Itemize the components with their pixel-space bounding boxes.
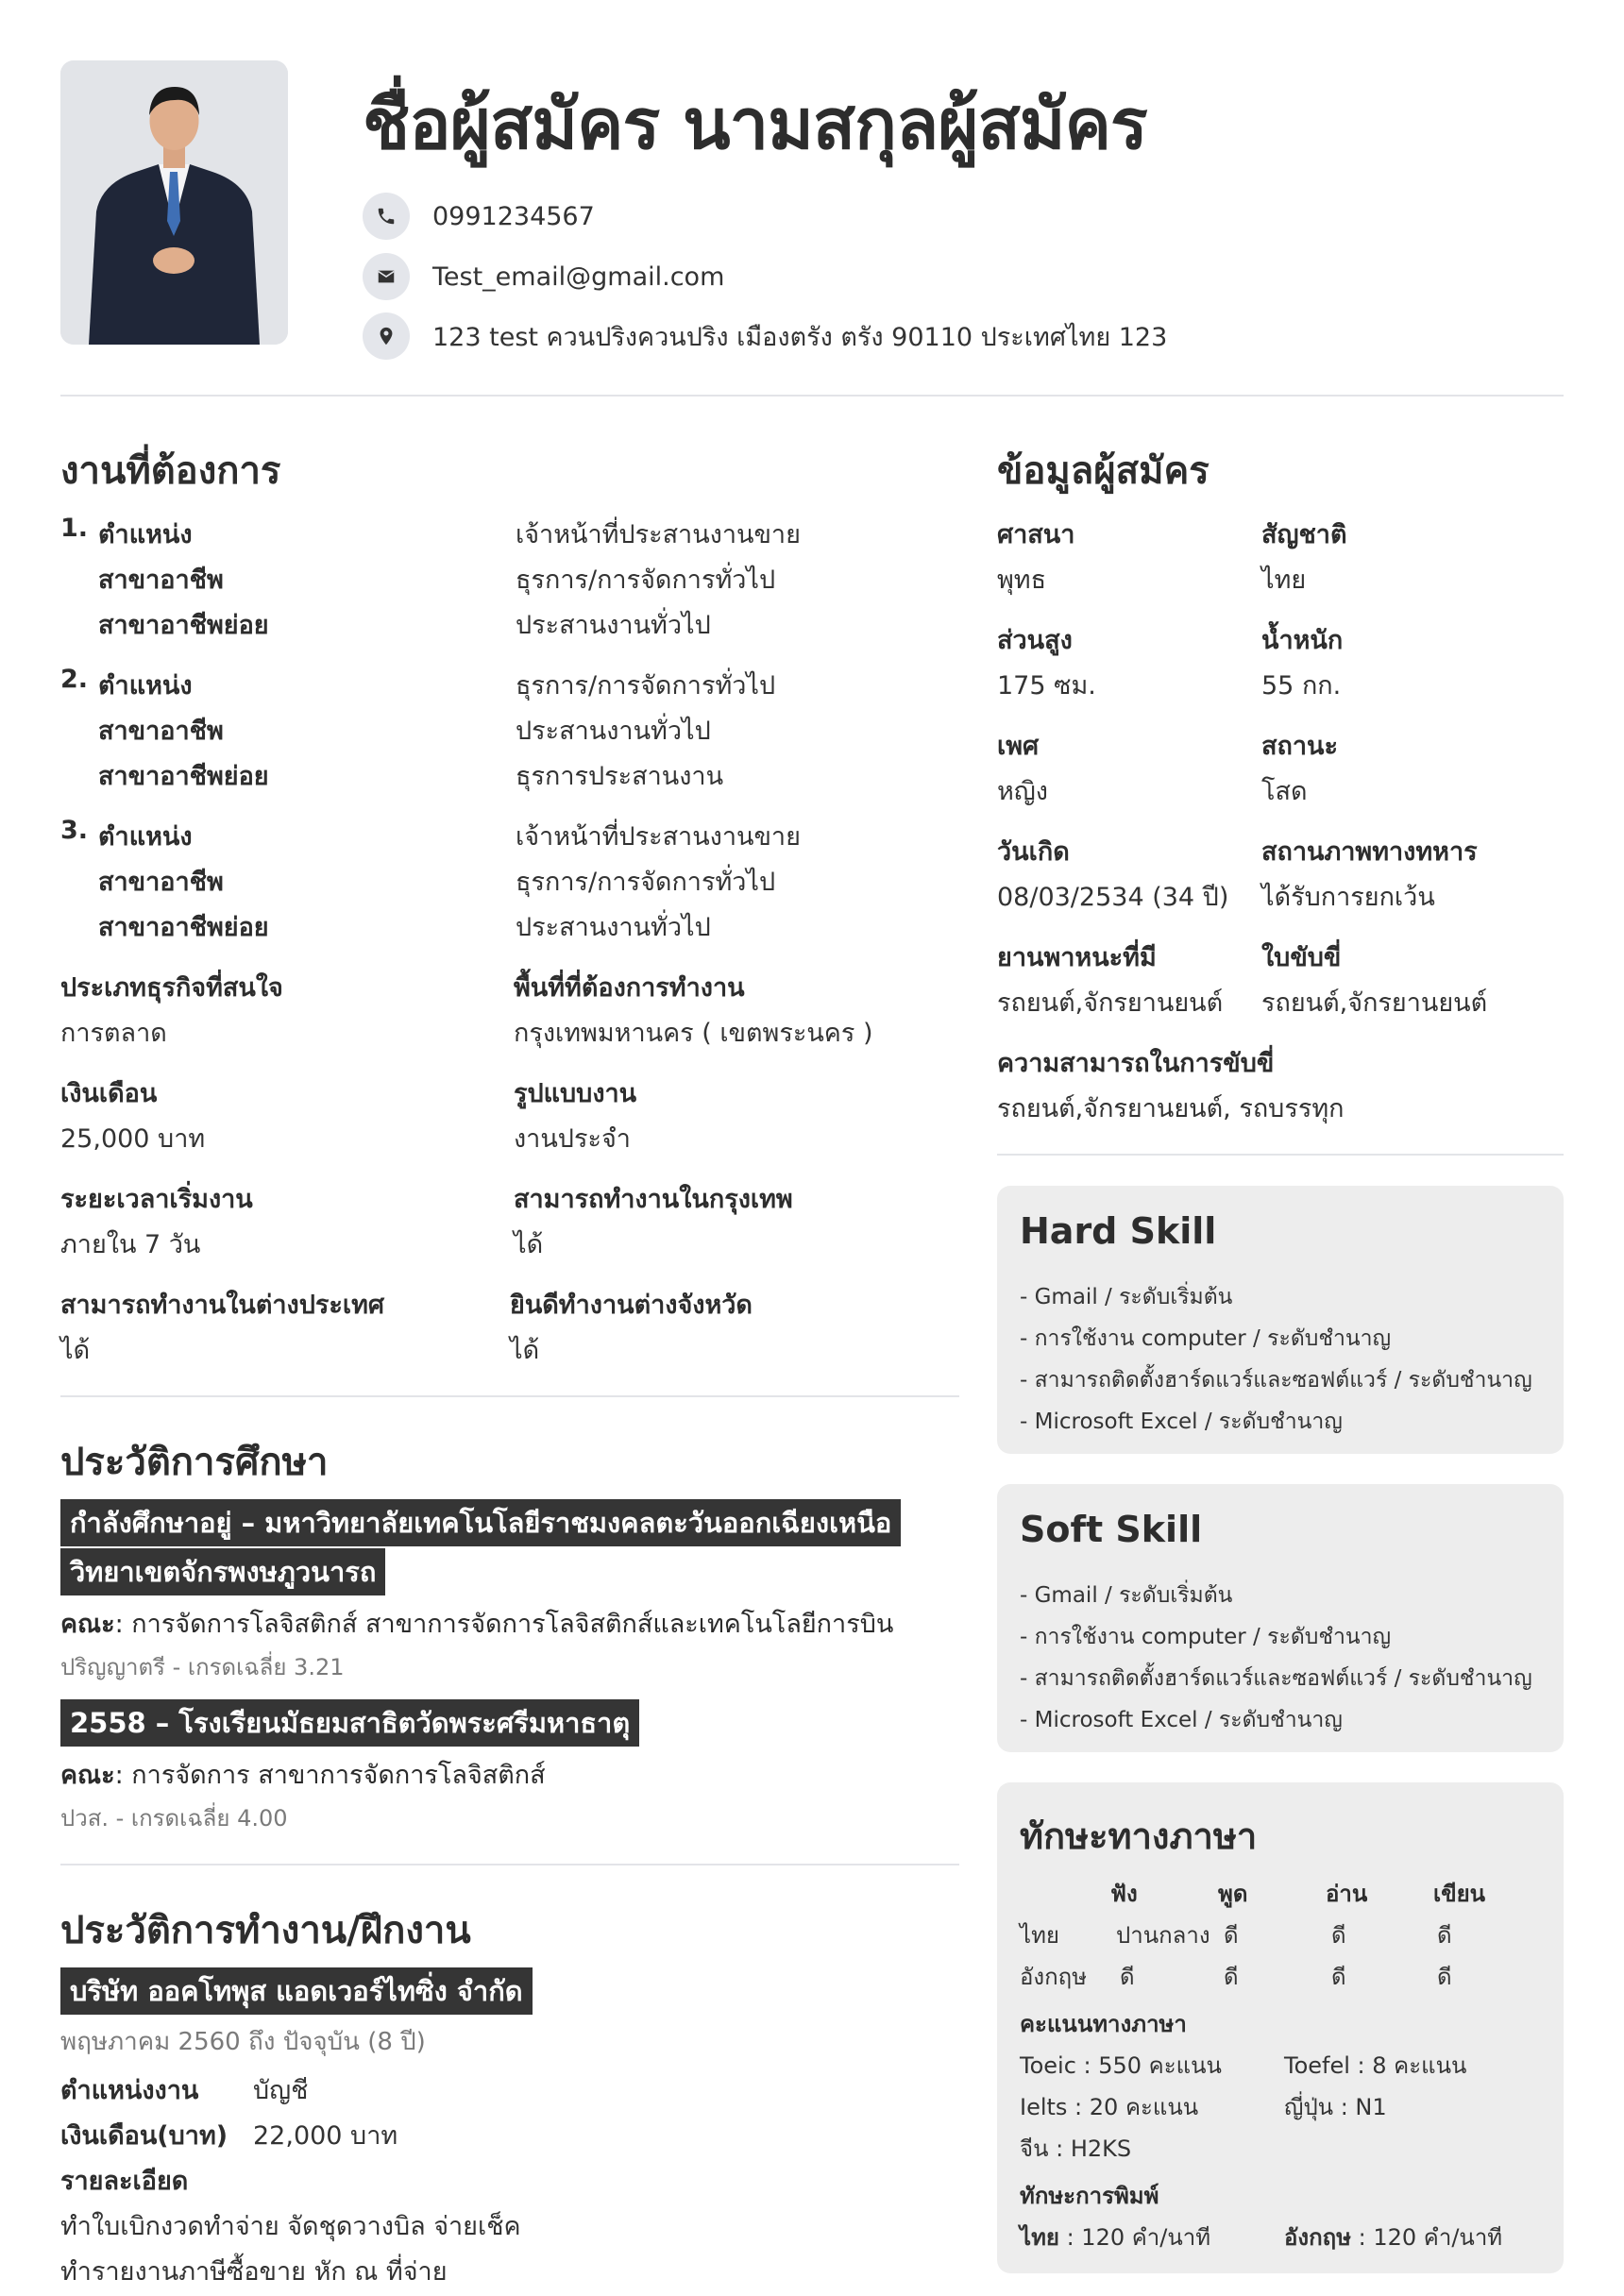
skill-item: - สามารถติดตั้งฮาร์ดแวร์และซอฟต์แวร์ / ระดับชำนาญ (1020, 1368, 1532, 1393)
language-card (997, 1782, 1564, 2273)
soft-skill-title: Soft Skill (1020, 1509, 1203, 1550)
info-value: พุทธ (997, 566, 1047, 595)
lang-level: ดี (1437, 1964, 1452, 1990)
header-divider (60, 395, 1564, 397)
salary-label: เงินเดือน (60, 1079, 158, 1108)
position-value: เจ้าหน้าที่ประสานงานขาย (516, 822, 801, 852)
info-label: ยานพาหนะที่มี (997, 943, 1157, 972)
field-label: สาขาอาชีพ (98, 868, 224, 897)
subfield-label: สาขาอาชีพย่อย (98, 762, 269, 791)
work-area-value: กรุงเทพมหานคร ( เขตพระนคร ) (514, 1019, 873, 1048)
email-address[interactable]: Test_email@gmail.com (432, 262, 725, 292)
language-score: ญี่ปุ่น : N1 (1284, 2094, 1387, 2120)
subfield-label: สาขาอาชีพย่อย (98, 913, 269, 942)
skill-item: - สามารถติดตั้งฮาร์ดแวร์และซอฟต์แวร์ / ระดับชำนาญ (1020, 1666, 1532, 1691)
faculty-label: คณะ (60, 1761, 115, 1790)
faculty-value: : การจัดการ สาขาการจัดการโลจิสติกส์ (114, 1761, 546, 1790)
field-label: สาขาอาชีพ (98, 717, 224, 746)
work-detail-line: ทำรายงานภาษีซื้อขาย หัก ณ ที่จ่าย (60, 2257, 448, 2287)
section-divider (60, 1395, 959, 1397)
applicant-photo (60, 60, 288, 345)
language-scores-label: คะแนนทางภาษา (1020, 2011, 1187, 2037)
start-label: ระยะเวลาเริ่มงาน (60, 1185, 253, 1214)
info-label: วันเกิด (997, 837, 1070, 867)
business-type-label: ประเภทธุรกิจที่สนใจ (60, 973, 283, 1003)
field-value: ธุรการ/การจัดการทั่วไป (516, 566, 776, 595)
typing-lang: อังกฤษ (1284, 2224, 1352, 2251)
lang-header-listen: ฟัง (1110, 1881, 1138, 1907)
info-value: โสด (1261, 777, 1308, 806)
typing-speed (1284, 2219, 1502, 2255)
lang-header-read: อ่าน (1326, 1881, 1368, 1907)
info-label: สถานะ (1261, 732, 1338, 761)
phone-number[interactable]: 0991234567 (432, 201, 595, 231)
info-label: สถานภาพทางทหาร (1261, 837, 1478, 867)
typing-value: : 120 คำ/นาที (1351, 2224, 1503, 2251)
info-value: รถยนต์,จักรยานยนต์ (1261, 988, 1488, 1018)
info-value: รถยนต์,จักรยานยนต์ (997, 988, 1224, 1018)
hard-skill-title: Hard Skill (1020, 1210, 1217, 1252)
company-name: บริษัท ออคโทพุส แอดเวอร์ไทซิ่ง จำกัด (60, 1967, 533, 2015)
bkk-label: สามารถทำงานในกรุงเทพ (514, 1185, 793, 1214)
info-value: 55 กก. (1261, 671, 1342, 701)
typing-label: ทักษะการพิมพ์ (1020, 2183, 1159, 2209)
driving-label: ความสามารถในการขับขี่ (997, 1049, 1275, 1078)
subfield-value: ประสานงานทั่วไป (516, 913, 711, 942)
faculty-row (60, 1754, 546, 1795)
bkk-value: ได้ (514, 1230, 544, 1259)
faculty-value: : การจัดการโลจิสติกส์ สาขาการจัดการโลจิสติกส์และเทคโนโลยีการบิน (114, 1610, 894, 1639)
work-position-label: ตำแหน่งงาน (60, 2076, 199, 2105)
work-type-value: งานประจำ (514, 1124, 631, 1154)
work-detail-line: ทำใบเบิกงวดทำจ่าย จัดชุดวางบิล จ่ายเช็ค (60, 2212, 521, 2241)
position-value: ธุรการ/การจัดการทั่วไป (516, 671, 776, 701)
field-value: ประสานงานทั่วไป (516, 717, 711, 746)
work-type-label: รูปแบบงาน (514, 1079, 637, 1108)
mail-icon (363, 253, 410, 300)
subfield-label: สาขาอาชีพย่อย (98, 611, 269, 640)
subfield-value: ธุรการประสานงาน (516, 762, 724, 791)
phone-row (363, 193, 595, 240)
location-pin-icon (363, 312, 410, 360)
school-name-line2: วิทยาเขตจักรพงษภูวนารถ (60, 1548, 385, 1595)
lang-level: ดี (1120, 1964, 1135, 1990)
lang-level: ดี (1331, 1964, 1346, 1990)
job-number: 3. (60, 816, 89, 845)
info-label: น้ำหนัก (1261, 626, 1344, 655)
faculty-row (60, 1603, 893, 1644)
info-value: ได้รับการยกเว้น (1261, 883, 1435, 912)
education-title: ประวัติการศึกษา (60, 1441, 329, 1484)
phone-icon (363, 193, 410, 240)
abroad-label: สามารถทำงานในต่างประเทศ (60, 1291, 385, 1320)
field-label: สาขาอาชีพ (98, 566, 224, 595)
language-score: Ielts : 20 คะแนน (1020, 2094, 1199, 2120)
info-value: ไทย (1261, 566, 1307, 595)
faculty-label: คณะ (60, 1610, 115, 1639)
hard-skill-card (997, 1186, 1564, 1454)
info-value: 08/03/2534 (34 ปี) (997, 883, 1229, 912)
work-detail-label: รายละเอียด (60, 2167, 189, 2196)
applicant-info-title: ข้อมูลผู้สมัคร (997, 449, 1210, 493)
lang-level: ดี (1224, 1964, 1239, 1990)
typing-speed (1020, 2219, 1210, 2255)
language-score: Toeic : 550 คะแนน (1020, 2052, 1222, 2079)
address: 123 test ควนปริงควนปริง เมืองตรัง ตรัง 90110 ประเทศไทย 123 (432, 322, 1168, 352)
degree-grade: ปริญญาตรี - เกรดเฉลี่ย 3.21 (60, 1654, 345, 1680)
language-score: จีน : H2KS (1020, 2136, 1132, 2162)
start-value: ภายใน 7 วัน (60, 1230, 201, 1259)
work-title: ประวัติการทำงาน/ฝึกงาน (60, 1909, 471, 1952)
skill-item: - Microsoft Excel / ระดับชำนาญ (1020, 1410, 1343, 1434)
language-score: Toefel : 8 คะแนน (1284, 2052, 1467, 2079)
section-divider (997, 1154, 1564, 1156)
info-label: ใบขับขี่ (1261, 943, 1342, 972)
lang-header-speak: พูด (1218, 1881, 1248, 1907)
desired-jobs-title: งานที่ต้องการ (60, 449, 281, 493)
subfield-value: ประสานงานทั่วไป (516, 611, 711, 640)
info-value: 175 ซม. (997, 671, 1096, 701)
position-value: เจ้าหน้าที่ประสานงานขาย (516, 520, 801, 549)
skill-item: - Gmail / ระดับเริ่มต้น (1020, 1285, 1233, 1309)
abroad-value: ได้ (60, 1336, 91, 1365)
work-position-value: บัญชี (253, 2076, 309, 2105)
address-row (363, 312, 1167, 360)
info-label: ส่วนสูง (997, 626, 1073, 655)
position-label: ตำแหน่ง (98, 520, 193, 549)
info-value: หญิง (997, 777, 1048, 806)
typing-value: : 120 คำ/นาที (1058, 2224, 1211, 2251)
skill-item: - Gmail / ระดับเริ่มต้น (1020, 1583, 1233, 1608)
work-period: พฤษภาคม 2560 ถึง ปัจจุบัน (8 ปี) (60, 2028, 426, 2056)
soft-skill-card (997, 1484, 1564, 1752)
job-number: 1. (60, 514, 89, 543)
skill-item: - การใช้งาน computer / ระดับชำนาญ (1020, 1326, 1392, 1351)
field-value: ธุรการ/การจัดการทั่วไป (516, 868, 776, 897)
province-label: ยินดีทำงานต่างจังหวัด (510, 1291, 753, 1320)
province-value: ได้ (510, 1336, 540, 1365)
skill-item: - การใช้งาน computer / ระดับชำนาญ (1020, 1625, 1392, 1649)
applicant-name: ชื่อผู้สมัคร นามสกุลผู้สมัคร (363, 84, 1147, 165)
lang-header-write: เขียน (1433, 1881, 1486, 1907)
work-area-label: พื้นที่ที่ต้องการทำงาน (514, 973, 745, 1003)
lang-name: ไทย (1020, 1922, 1059, 1949)
degree-grade: ปวส. - เกรดเฉลี่ย 4.00 (60, 1805, 288, 1832)
work-salary-label: เงินเดือน(บาท) (60, 2121, 228, 2151)
school-name: 2558 – โรงเรียนมัธยมสาธิตวัดพระศรีมหาธาตุ (60, 1699, 639, 1747)
work-salary-value: 22,000 บาท (253, 2121, 398, 2151)
skill-item: - Microsoft Excel / ระดับชำนาญ (1020, 1708, 1343, 1732)
position-label: ตำแหน่ง (98, 822, 193, 852)
person-silhouette-icon (60, 60, 288, 345)
lang-level: ดี (1224, 1922, 1239, 1949)
typing-lang: ไทย (1020, 2224, 1059, 2251)
info-label: เพศ (997, 732, 1040, 761)
job-number: 2. (60, 665, 89, 694)
info-label: สัญชาติ (1261, 520, 1347, 549)
driving-value: รถยนต์,จักรยานยนต์, รถบรรทุก (997, 1094, 1345, 1123)
section-divider (60, 1864, 959, 1866)
salary-value: 25,000 บาท (60, 1124, 206, 1154)
email-row (363, 253, 724, 300)
school-name: กำลังศึกษาอยู่ – มหาวิทยาลัยเทคโนโลยีราชมงคลตะวันออกเฉียงเหนือ (60, 1499, 901, 1546)
lang-level: ดี (1437, 1922, 1452, 1949)
lang-level: ดี (1331, 1922, 1346, 1949)
lang-level: ปานกลาง (1116, 1922, 1210, 1949)
lang-name: อังกฤษ (1020, 1964, 1088, 1990)
info-label: ศาสนา (997, 520, 1075, 549)
position-label: ตำแหน่ง (98, 671, 193, 701)
business-type-value: การตลาด (60, 1019, 167, 1048)
language-title: ทักษะทางภาษา (1020, 1815, 1258, 1857)
